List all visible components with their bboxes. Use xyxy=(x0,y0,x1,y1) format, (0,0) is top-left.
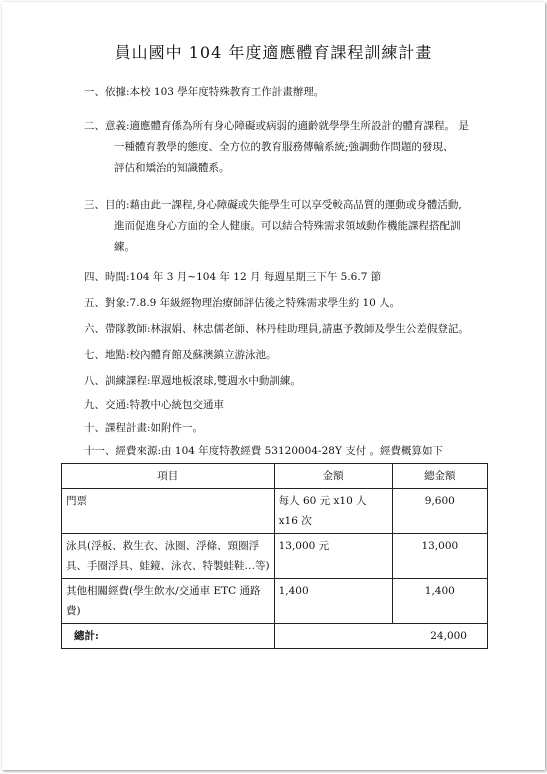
section-text: 單週地板滾球,雙週水中動訓練。 xyxy=(150,375,301,387)
section-funding xyxy=(84,441,505,462)
section-label: 四、時間: xyxy=(84,271,130,283)
column-header: 項目 xyxy=(62,464,275,489)
section-text: 練。 xyxy=(114,241,135,253)
item-cell: 門票 xyxy=(62,489,275,534)
item-cell: 其他相關經費(學生飲水/交通車 ETC 通路費) xyxy=(62,579,275,624)
section-text: 評估和矯治的知識體系。 xyxy=(114,162,230,174)
total-label: 總計: xyxy=(62,624,275,649)
section-text: 104 年 3 月~104 年 12 月 每週星期三下午 5.6.7 節 xyxy=(129,271,382,283)
section-label: 十一、經費來源: xyxy=(84,445,162,457)
section-target xyxy=(84,293,495,314)
total-cell: 13,000 xyxy=(392,534,487,579)
table-row xyxy=(62,534,488,579)
total-value: 24,000 xyxy=(274,624,487,649)
section-purpose xyxy=(84,195,495,258)
table-row xyxy=(62,489,488,534)
column-header: 總金額 xyxy=(392,464,487,489)
amount-cell: 每人 60 元 x10 人 x16 次 xyxy=(274,489,392,534)
section-label: 七、地點: xyxy=(84,349,130,361)
section-label: 八、訓練課程: xyxy=(84,375,151,387)
amount-cell: 13,000 元 xyxy=(274,534,392,579)
budget-table xyxy=(61,463,488,649)
section-label: 一、依據: xyxy=(84,86,130,98)
section-text: 特教中心統包交通車 xyxy=(129,399,225,411)
section-meaning xyxy=(84,116,495,179)
total-cell: 9,600 xyxy=(392,489,487,534)
section-training xyxy=(84,371,495,392)
document-page xyxy=(2,2,545,770)
section-text: 適應體育係為所有身心障礙或病弱的適齡就學學生所設計的體育課程。 是 xyxy=(129,120,469,132)
section-text: 校內體育館及蘇澳鎮立游泳池。 xyxy=(129,349,277,361)
item-cell: 泳具(浮板、救生衣、泳圈、浮條、頸圈浮具、手圈浮具、蛙鏡、泳衣、特製蛙鞋…等) xyxy=(62,534,275,579)
total-cell: 1,400 xyxy=(392,579,487,624)
section-text: 進而促進身心方面的全人健康。可以結合特殊需求領域動作機能課程搭配訓 xyxy=(114,220,461,232)
section-text: 本校 103 學年度特殊教育工作計畫辦理。 xyxy=(129,86,325,98)
section-teachers xyxy=(84,319,495,340)
section-label: 十、課程計畫: xyxy=(84,422,151,434)
section-basis xyxy=(84,82,495,103)
section-text: 藉由此一課程,身心障礙或失能學生可以享受較高品質的運動或身體活動, xyxy=(129,199,462,211)
column-header: 金額 xyxy=(274,464,392,489)
amount-cell: 1,400 xyxy=(274,579,392,624)
section-label: 三、目的: xyxy=(84,199,130,211)
table-header-row xyxy=(62,464,488,489)
section-text: 7.8.9 年級經物理治療師評估後之特殊需求學生約 10 人。 xyxy=(129,297,401,309)
section-text: 林淑娟、林忠儒老師、林丹桂助理員,請惠予教師及學生公差假登記。 xyxy=(150,323,469,335)
section-text: 由 104 年度特教經費 53120004-28Y 支付 。經費概算如下 xyxy=(161,445,444,457)
section-label: 五、對象: xyxy=(84,297,130,309)
section-location xyxy=(84,345,495,366)
section-course-plan xyxy=(84,418,495,439)
section-transport xyxy=(84,395,495,416)
section-text: 如附件一。 xyxy=(150,422,204,434)
section-text: 一種體育教學的態度、全方位的教育服務傳輸系統;強調動作問題的發現、 xyxy=(114,141,454,153)
section-label: 二、意義: xyxy=(84,120,130,132)
table-total-row xyxy=(62,624,488,649)
table-row xyxy=(62,579,488,624)
document-title: 員山國中 104 年度適應體育課程訓練計畫 xyxy=(114,43,433,62)
section-time xyxy=(84,267,495,288)
section-label: 九、交通: xyxy=(84,399,130,411)
section-label: 六、帶隊教師: xyxy=(84,323,151,335)
